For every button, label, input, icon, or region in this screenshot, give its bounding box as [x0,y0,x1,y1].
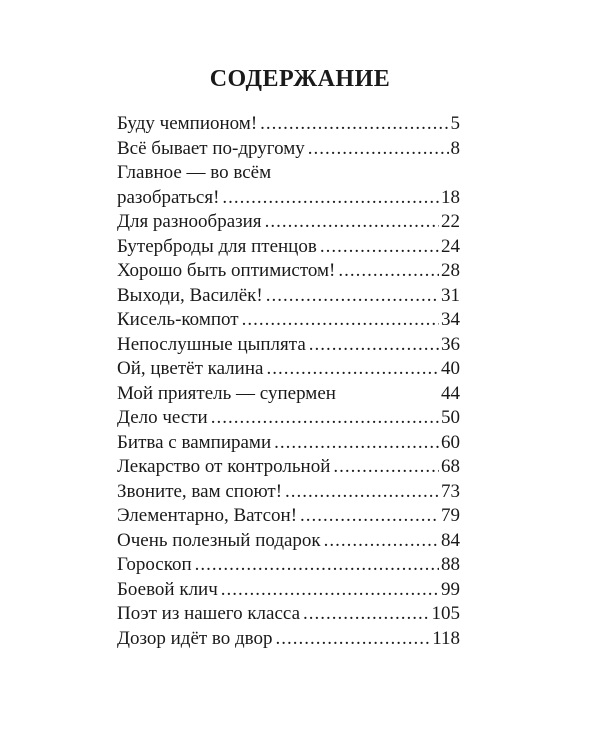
toc-entry [117,382,460,407]
toc-entry-title: Гороскоп [117,554,192,575]
toc-entry [117,235,460,260]
page-title: СОДЕРЖАНИЕ [209,66,391,92]
toc-entry-page: 28 [441,260,460,281]
table-of-contents [117,112,460,651]
toc-entry [117,308,460,333]
dot-leader [266,284,439,309]
toc-entry-title: Выходи, Василёк! [117,284,263,306]
toc-entry [117,627,460,652]
dot-leader [324,529,439,554]
toc-entry-page: 22 [441,211,460,232]
toc-entry-page: 5 [450,113,460,134]
toc-entry-page: 34 [441,309,460,330]
toc-entry [117,210,460,235]
toc-entry-title: Непослушные цыплята [117,333,306,355]
toc-entry [117,259,460,284]
toc-entry [117,578,460,603]
toc-entry-title: Ой, цветёт калина [117,358,264,379]
toc-entry-title: Битва с вампирами [117,431,272,453]
toc-entry-page: 40 [441,358,460,379]
toc-entry [117,161,460,210]
dot-leader [274,431,439,456]
toc-entry-page: 84 [441,529,460,551]
toc-entry-page: 105 [431,603,460,624]
toc-entry [117,431,460,456]
dot-leader [276,627,431,652]
toc-entry-title: Лекарство от контрольной [117,456,331,477]
dot-leader [221,578,439,603]
toc-entry-title: Боевой клич [117,578,218,600]
toc-entry-title: Хорошо быть оптимистом! [117,260,336,281]
toc-entry-page: 31 [441,284,460,306]
toc-entry-title: Для разнообразия [117,211,262,232]
toc-entry-title-line2: разобраться! [117,186,220,208]
toc-entry [117,333,460,358]
toc-entry [117,504,460,529]
toc-entry-page: 118 [432,627,460,649]
toc-entry-title: Буду чемпионом! [117,113,258,134]
toc-entry-title: Всё бывает по-другому [117,137,305,159]
toc-entry [117,480,460,505]
toc-entry-page: 60 [441,431,460,453]
toc-entry-title: Поэт из нашего класса [117,603,300,624]
dot-leader [242,308,439,333]
toc-entry-page: 99 [441,578,460,600]
dot-leader [300,504,439,529]
toc-entry-title: Дело чести [117,407,208,428]
dot-leader [265,210,439,235]
toc-entry-title: Бутерброды для птенцов [117,235,317,257]
toc-entry [117,112,460,137]
toc-entry-title: Звоните, вам споют! [117,480,283,502]
toc-entry [117,529,460,554]
dot-leader [303,602,430,627]
toc-entry-title: Мой приятель — супермен [117,382,336,404]
toc-entry-title: Элементарно, Ватсон! [117,505,298,526]
dot-leader [195,553,439,578]
toc-entry-page: 73 [441,480,460,502]
toc-entry [117,284,460,309]
toc-entry [117,406,460,431]
toc-entry-page: 36 [441,333,460,355]
dot-leader [260,112,448,137]
dot-leader [309,333,439,358]
toc-entry-title: Кисель-компот [117,309,239,330]
toc-entry [117,137,460,162]
dot-leader [266,357,439,382]
toc-entry-page: 44 [441,382,460,404]
toc-entry [117,553,460,578]
toc-entry-title-line1: Главное — во всём [117,162,272,183]
toc-entry-title: Очень полезный подарок [117,529,321,551]
dot-leader [333,455,439,480]
dot-leader [285,480,439,505]
toc-entry [117,455,460,480]
dot-leader [211,406,439,431]
dot-leader [308,137,449,162]
toc-entry [117,602,460,627]
toc-entry [117,357,460,382]
dot-leader [222,186,439,211]
toc-entry-page: 68 [441,456,460,477]
toc-entry-page: 24 [441,235,460,257]
toc-entry-title: Дозор идёт во двор [117,627,273,649]
toc-entry-page: 50 [441,407,460,428]
toc-entry-second-line [117,186,460,211]
toc-entry-page: 79 [441,505,460,526]
dot-leader [320,235,439,260]
dot-leader [338,259,439,284]
toc-entry-page: 88 [441,554,460,575]
toc-entry-page: 18 [441,186,460,208]
toc-entry-page: 8 [450,137,460,159]
